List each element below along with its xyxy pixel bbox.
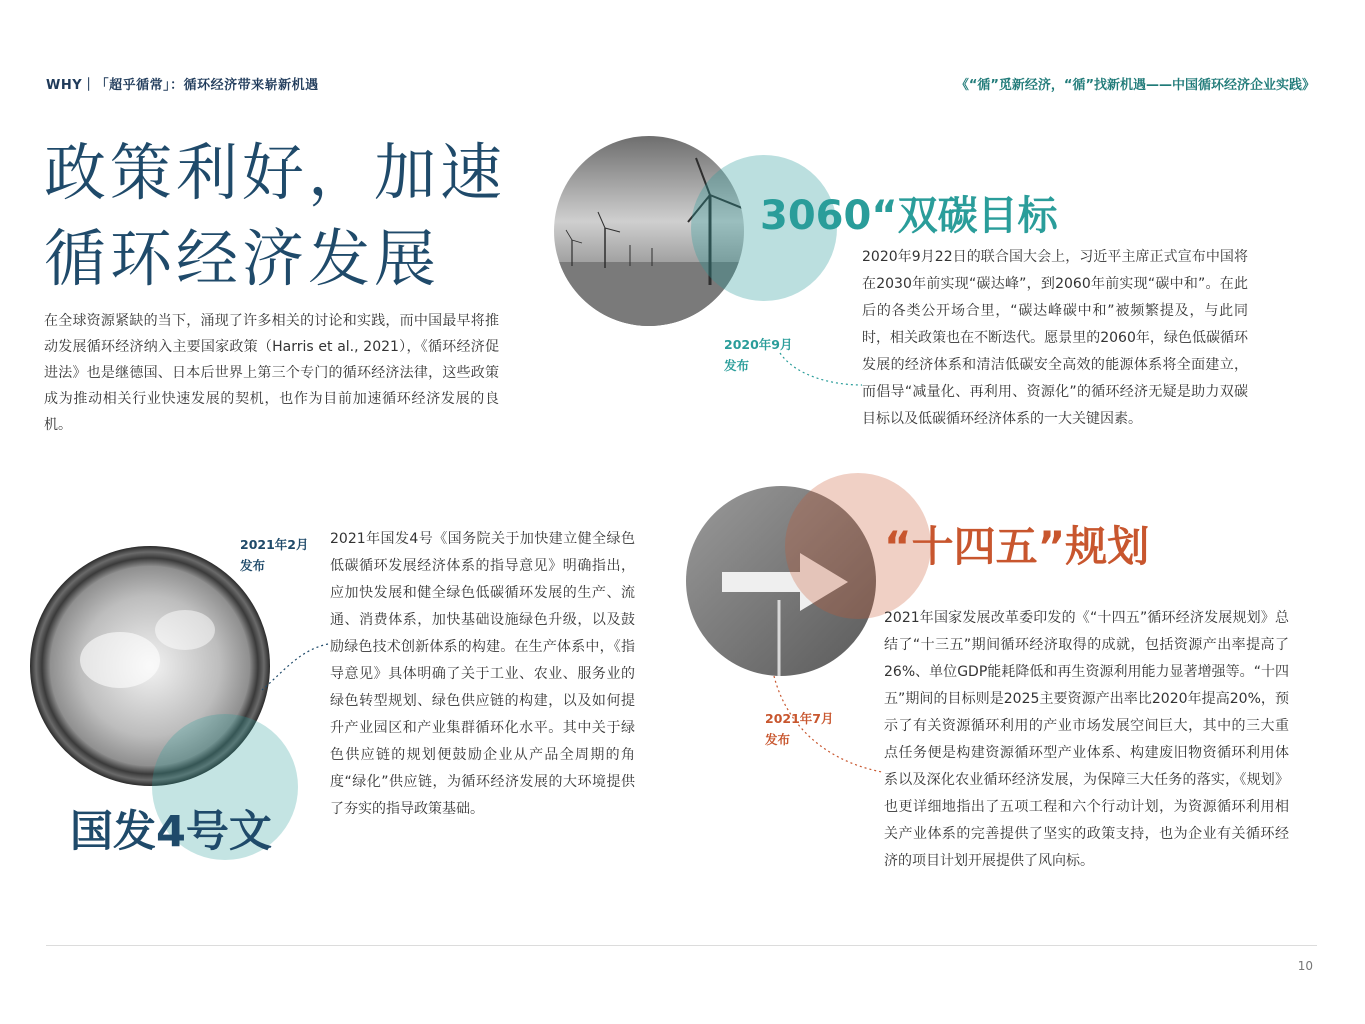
intro-paragraph: 在全球资源紧缺的当下，涌现了许多相关的讨论和实践，而中国最早将推动发展循环经济纳入主要国家政策（Harris et al., 2021），《循环经济促进法》也是继德国、日本后世界上第三个专门的循环经济法律，这些政策成为推动相关行业快速发展的契机，也作为目前加速循环经济发展的良机。 bbox=[44, 313, 499, 433]
fyp-date-month: 2021年7月 bbox=[765, 711, 834, 726]
report-title-header: 《“循”觅新经济，“循”找新机遇——中国循环经济企业实践》 bbox=[955, 78, 1315, 93]
guofa-heading: 国发4号文 bbox=[70, 807, 272, 857]
fyp-body: 2021年国家发展改革委印发的《“十四五”循环经济发展规划》总结了“十三五”期间循环经济取得的成就，包括资源产出率提高了26%、单位GDP能耗降低和再生资源利用能力显著增强等。“十四五”期间的目标则是2025主要资源产出率比2020年提高20%，预示了有关资源循环利用的产业市场发展空间巨大，其中的三大重点任务便是构建资源循环型产业体系、构建废旧物资循环利用体系以及深化农业循环经济发展，为保障三大任务的落实，《规划》也更详细地指出了五项工程和六个行动计划，为资源循环利用相关产业体系的完善提供了坚实的政策支持，也为企业有关循环经济的项目计划开展提供了风向标。 bbox=[884, 610, 1289, 869]
section-header: WHY｜「超乎循常」：循环经济带来崭新机遇 bbox=[46, 78, 319, 93]
carbon-goal-date bbox=[724, 334, 793, 376]
page-title-line1: 政策利好，加速 bbox=[44, 136, 507, 209]
carbon-goal-date-month: 2020年9月 bbox=[724, 337, 793, 352]
footer-divider bbox=[46, 945, 1317, 946]
carbon-goal-heading: 3060“双碳目标 bbox=[760, 193, 1058, 239]
guofa-date bbox=[240, 534, 309, 576]
fyp-heading: “十四五”规划 bbox=[884, 522, 1150, 571]
connector-guofa bbox=[262, 644, 328, 690]
fyp-date-release: 发布 bbox=[765, 732, 791, 747]
fyp-date bbox=[765, 708, 834, 750]
page-title-line2: 循环经济发展 bbox=[44, 222, 441, 295]
guofa-date-month: 2021年2月 bbox=[240, 537, 309, 552]
guofa-body: 2021年国发4号《国务院关于加快建立健全绿色低碳循环发展经济体系的指导意见》明确指出，应加快发展和健全绿色低碳循环发展的生产、流通、消费体系，加快基础设施绿色升级，以及鼓励绿色技术创新体系的构建。在生产体系中，《指导意见》具体明确了关于工业、农业、服务业的绿色转型规划、绿色供应链的构建，以及如何提升产业园区和产业集群循环化水平。其中关于绿色供应链的规划便鼓励企业从产品全周期的角度“绿化”供应链，为循环经济发展的大环境提供了夯实的指导政策基础。 bbox=[330, 531, 635, 817]
page-number: 10 bbox=[1297, 959, 1313, 973]
carbon-goal-date-release: 发布 bbox=[724, 358, 750, 373]
guofa-date-release: 发布 bbox=[240, 558, 266, 573]
carbon-goal-body: 2020年9月22日的联合国大会上，习近平主席正式宣布中国将在2030年前实现“碳达峰”，到2060年前实现“碳中和”。在此后的各类公开场合里，“碳达峰碳中和”被频繁提及，与此同时，相关政策也在不断迭代。愿景里的2060年，绿色低碳循环发展的经济体系和清洁低碳安全高效的能源体系将全面建立，而倡导“减量化、再利用、资源化”的循环经济无疑是助力双碳目标以及低碳循环经济体系的一大关键因素。 bbox=[862, 249, 1248, 427]
